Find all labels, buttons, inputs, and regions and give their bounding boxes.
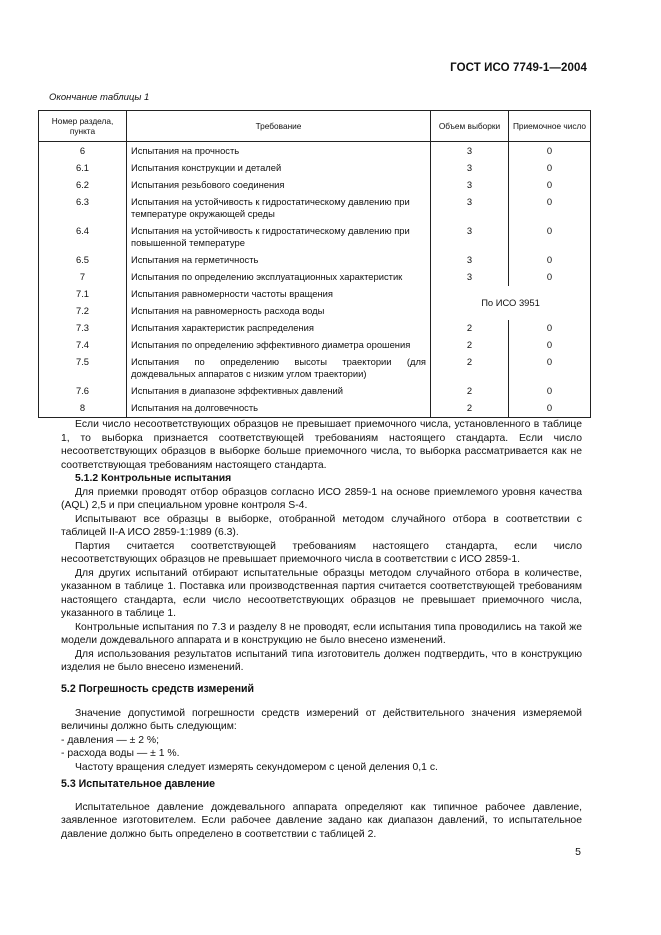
- table-row: [39, 194, 591, 223]
- paragraph: Для использования результатов испытаний типа изготовитель должен подтвердить, что в конструкцию изделия не было внесено изменений.: [61, 648, 582, 673]
- table-row: [39, 354, 591, 383]
- section-heading-5-1-2: 5.1.2 Контрольные испытания: [75, 473, 232, 484]
- cell-requirement: Испытания на устойчивость к гидростатическому давлению при температуре окружающей среды: [127, 194, 431, 223]
- table-row: [39, 286, 591, 303]
- body-text-block-2: [61, 683, 582, 774]
- cell-acceptance-number: 0: [509, 194, 591, 223]
- cell-acceptance-number: 0: [509, 383, 591, 400]
- body-text-block-1: [61, 418, 582, 675]
- cell-acceptance-number: 0: [509, 177, 591, 194]
- cell-requirement: Испытания характеристик распределения: [127, 320, 431, 337]
- cell-requirement: Испытания по определению эффективного диаметра орошения: [127, 337, 431, 354]
- cell-section: 6.2: [39, 177, 127, 194]
- cell-requirement: Испытания на герметичность: [127, 252, 431, 269]
- section-heading-5-3: 5.3 Испытательное давление: [61, 778, 216, 790]
- cell-sample-size: 3: [431, 177, 509, 194]
- paragraph: Партия считается соответствующей требованиям настоящего стандарта, если число несоответствующих образцов не превышает приемочного числа в соответствии с ИСО 2859-1.: [61, 540, 582, 565]
- cell-acceptance-number: 0: [509, 160, 591, 177]
- paragraph: Если число несоответствующих образцов не превышает приемочного числа, установленного в таблице 1, то выборка признается соответствующей требованиям настоящего стандарта. Если число несоответствующих образцов в выборке больше приемочного числа, то выборка рассматривается как не соответствующая требованиям настоящего стандарта.: [61, 419, 582, 471]
- table-header-row: [39, 111, 591, 142]
- cell-sample-size: 2: [431, 354, 509, 383]
- cell-sample-size: 3: [431, 142, 509, 161]
- col-header-acceptance-number: Приемочное число: [509, 111, 591, 142]
- cell-section: 6: [39, 142, 127, 161]
- cell-section: 7.1: [39, 286, 127, 303]
- body-text-block-3: [61, 778, 582, 841]
- paragraph: Для других испытаний отбирают испытательные образцы методом случайного отбора в количестве, указанном в таблице 1. Поставка или производственная партия считается соответствующей требованиям настоящего стандарта, если число несоответствующих образцов не превышает приемочного числа, указанного в таблице 1.: [61, 567, 582, 619]
- cell-section: 7.2: [39, 303, 127, 320]
- paragraph: Испытательное давление дождевального аппарата определяют как типичное рабочее давление, заявленное изготовителем. Если рабочее давление задано как диапазон давлений, то испытательное давление должно быть определено в соответствии с таблицей 2.: [61, 801, 582, 840]
- cell-requirement: Испытания на равномерность расхода воды: [127, 303, 431, 320]
- paragraph: Значение допустимой погрешности средств измерений от действительного значения измеряемой величины должно быть следующим:: [61, 707, 582, 732]
- col-header-sample-size: Объем выборки: [431, 111, 509, 142]
- paragraph: Испытывают все образцы в выборке, отобранной методом случайного отбора в соответствии с таблицей II-A ИСО 2859-1:1989 (6.3).: [61, 513, 582, 538]
- cell-section: 7: [39, 269, 127, 286]
- cell-sample-size: 3: [431, 194, 509, 223]
- cell-section: 6.3: [39, 194, 127, 223]
- paragraph: Частоту вращения следует измерять секундомером с ценой деления 0,1 с.: [75, 761, 438, 773]
- cell-requirement: Испытания по определению высоты траектории (для дождевальных аппаратов с низким углом траектории): [127, 354, 431, 383]
- paragraph: Для приемки проводят отбор образцов согласно ИСО 2859-1 на основе приемлемого уровня качества (AQL) 2,5 и при специальном уровне контроля S-4.: [61, 486, 582, 511]
- cell-sample-size: 3: [431, 223, 509, 252]
- cell-requirement: Испытания резьбового соединения: [127, 177, 431, 194]
- cell-requirement: Испытания конструкции и деталей: [127, 160, 431, 177]
- cell-sample-size: 3: [431, 160, 509, 177]
- col-header-requirement: Требование: [127, 111, 431, 142]
- cell-section: 7.5: [39, 354, 127, 383]
- table-caption: Окончание таблицы 1: [49, 92, 150, 103]
- cell-requirement: Испытания равномерности частоты вращения: [127, 286, 431, 303]
- cell-section: 7.6: [39, 383, 127, 400]
- cell-sample-size: 3: [431, 252, 509, 269]
- page-number: 5: [575, 846, 581, 858]
- list-item: - расхода воды — ± 1 %.: [61, 748, 180, 759]
- cell-sample-size: 2: [431, 337, 509, 354]
- table-row: [39, 400, 591, 418]
- table-row: [39, 320, 591, 337]
- cell-section: 6.4: [39, 223, 127, 252]
- table-row: [39, 160, 591, 177]
- cell-acceptance-number: 0: [509, 269, 591, 286]
- paragraph: Контрольные испытания по 7.3 и разделу 8 не проводят, если испытания типа проводились на такой же модели дождевального аппарата и в конструкцию не было внесено изменений.: [61, 621, 582, 646]
- col-header-section: Номер раздела, пункта: [39, 111, 127, 142]
- cell-section: 7.4: [39, 337, 127, 354]
- table-row: [39, 142, 591, 161]
- table-row: [39, 383, 591, 400]
- cell-sample-size: 2: [431, 383, 509, 400]
- cell-acceptance-number: 0: [509, 320, 591, 337]
- cell-section: 6.5: [39, 252, 127, 269]
- cell-requirement: Испытания на прочность: [127, 142, 431, 161]
- table-row: [39, 223, 591, 252]
- cell-section: 8: [39, 400, 127, 418]
- table-row: [39, 177, 591, 194]
- section-heading-5-2: 5.2 Погрешность средств измерений: [61, 683, 255, 695]
- cell-section: 7.3: [39, 320, 127, 337]
- table-row: [39, 252, 591, 269]
- cell-acceptance-number: 0: [509, 223, 591, 252]
- cell-requirement: Испытания на долговечность: [127, 400, 431, 418]
- cell-requirement: Испытания по определению эксплуатационных характеристик: [127, 269, 431, 286]
- cell-requirement: Испытания в диапазоне эффективных давлений: [127, 383, 431, 400]
- cell-acceptance-number: 0: [509, 252, 591, 269]
- cell-acceptance-number: 0: [509, 337, 591, 354]
- cell-requirement: Испытания на устойчивость к гидростатическому давлению при повышенной температуре: [127, 223, 431, 252]
- cell-acceptance-number: 0: [509, 354, 591, 383]
- cell-sample-size: 2: [431, 320, 509, 337]
- document-id: ГОСТ ИСО 7749-1—2004: [450, 62, 587, 74]
- list-item: - давления — ± 2 %;: [61, 734, 160, 746]
- cell-section: 6.1: [39, 160, 127, 177]
- cell-sample-size: 3: [431, 269, 509, 286]
- cell-acceptance-number: 0: [509, 400, 591, 418]
- cell-sample-size: 2: [431, 400, 509, 418]
- cell-acceptance-number: 0: [509, 142, 591, 161]
- requirements-table: [38, 110, 591, 418]
- table-row: [39, 337, 591, 354]
- table-row: [39, 269, 591, 286]
- cell-merged-reference: По ИСО 3951: [431, 286, 591, 320]
